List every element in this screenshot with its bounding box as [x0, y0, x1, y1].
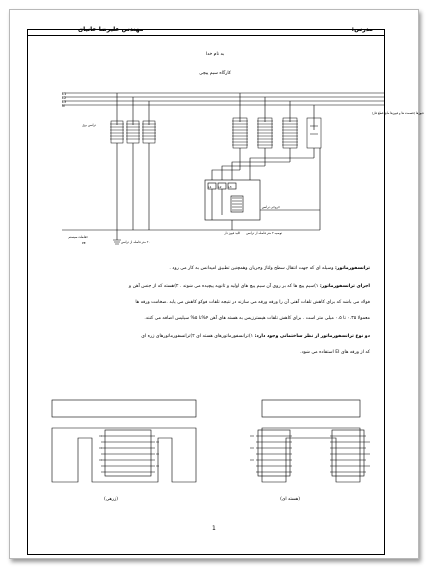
label-note: توصیه ۳ متر فاصله از ترانس — [246, 231, 282, 235]
term-types: دو نوع ترانسفورماتور از نظر ساختمانی وجود دارد: — [254, 334, 370, 339]
paragraph-ei: که از ورقه های EI استفاده می شود. — [300, 350, 370, 355]
line-label-l2: L2 — [62, 96, 67, 100]
core-type-figure — [250, 400, 370, 482]
terminal-l3: L3 — [228, 185, 232, 189]
terminal-l1: L1 — [208, 185, 212, 189]
paragraph-thickness: معمولا ۰.۳۵ تا ۰.۵ میلی متر است . برای کاهش تلفات هیسترزیس به هسته های آهن ۴%تا ۵% سیلیس اضافه می کنند. — [144, 316, 370, 321]
shell-caption: (زرهی) — [104, 497, 118, 502]
definition-text: وسیله ای که جهت انتقال سطح ولتاژ وجریان وهمچنین تطبیق امپدانس به کار می رود . — [169, 266, 335, 271]
label-protection: حفاظت سیستم — [68, 235, 88, 239]
terminal-l2: L2 — [218, 185, 222, 189]
workshop-title: کارگاه سیم پیچی — [199, 71, 231, 76]
term-components: اجزای ترانسفورماتور: — [319, 284, 370, 289]
paragraph-definition — [60, 262, 370, 275]
types-text: ۱)ترانسفورماتورهای هسته ای ۲)ترانسفورماتورهای زره ای — [141, 334, 255, 339]
components-text: ۱)سیم پیچ ها که بر روی آن سیم پیچ های اولیه و ثانویه پیچیده می شوند . ۲)هسته که از جنس آهن و — [128, 284, 320, 289]
label-output: خروجی ترانس — [261, 205, 280, 209]
teacher-name: مهندس علیرضا خانیان — [78, 26, 144, 33]
core-caption: (هسته ای) — [280, 497, 300, 502]
paragraph-core: فولاد می باشد که برای کاهش تلفات آهنی آن را ورقه ورقه می سازند در نتیجه تلفات فوکو کاهش می یابد .ضخامت ورقه ها — [135, 300, 370, 305]
transformer-label: ترانس برق — [82, 123, 96, 127]
paragraph-types — [60, 330, 370, 343]
paragraph-components — [60, 280, 370, 293]
line-label-l3: L3 — [62, 100, 67, 104]
label-distance: ۲۰ متر فاصله از ترانس — [121, 240, 150, 244]
teacher-label: مدرس: — [351, 26, 373, 33]
line-label-l1: L1 — [62, 92, 67, 96]
shell-core-figure — [52, 400, 196, 482]
basmala: به نام خدا — [205, 52, 225, 57]
label-switch: کلید فیوز دار — [224, 231, 240, 235]
page-number: 1 — [212, 525, 216, 532]
line-label-n: N — [62, 104, 65, 108]
label-pe: PE — [82, 241, 86, 245]
fuse-label: فیوزها (قسمت ها و فیوزها مانع قطع فاز) — [372, 111, 424, 115]
term-transformer: ترانسفورماتور: — [334, 266, 370, 271]
